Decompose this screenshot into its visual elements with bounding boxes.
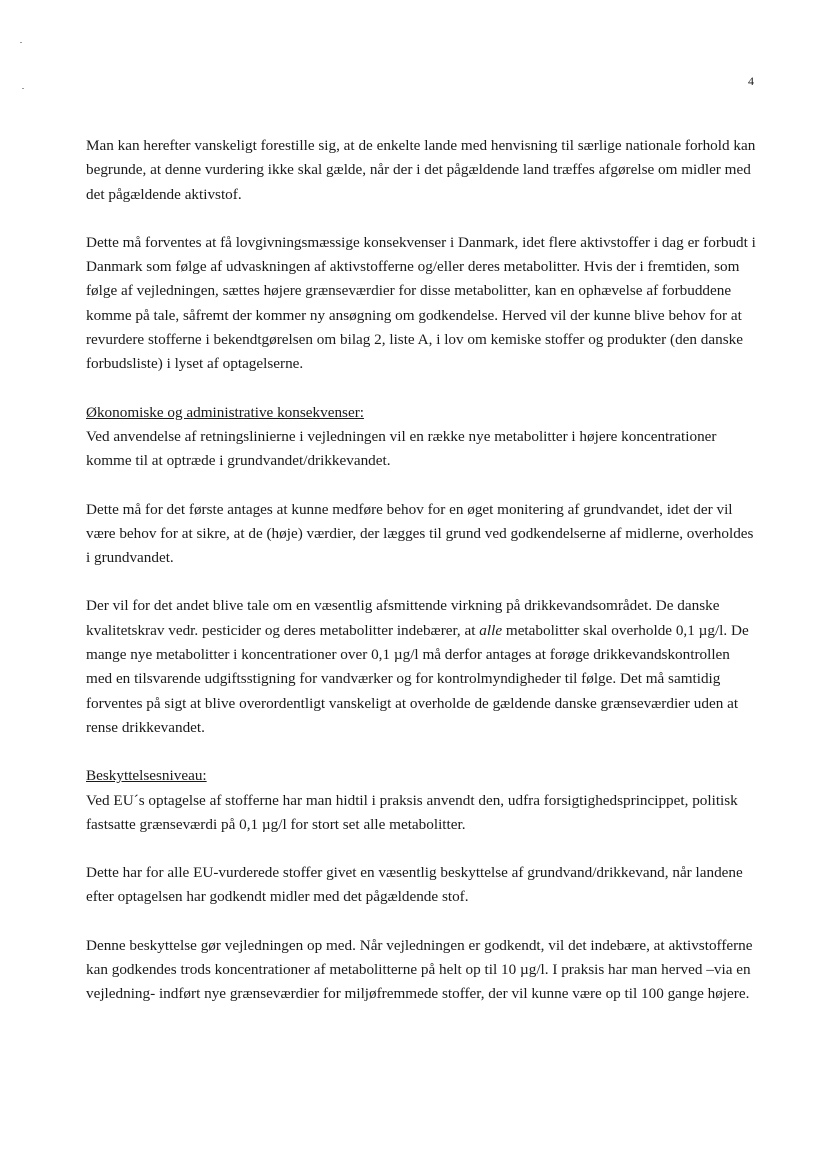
paragraph-6 bbox=[86, 764, 758, 837]
paragraph-6-text: Ved EU´s optagelse af stofferne har man hidtil i praksis anvendt den, udfra forsigtighedsprincippet, politisk fastsatte grænseværdi på 0,1 µg/l for stort set alle metabolitter. bbox=[86, 791, 738, 833]
paragraph-4: Dette må for det første antages at kunne medføre behov for en øget monitering af grundvandet, idet der vil være behov for at sikre, at de (høje) værdier, der lægges til grund ved godkendelserne af midlerne, overholdes i grundvandet. bbox=[86, 500, 754, 567]
paragraph-3 bbox=[86, 401, 758, 474]
section-heading-protection: Beskyttelsesniveau: bbox=[86, 767, 207, 785]
document-body bbox=[86, 134, 758, 1031]
paragraph-5-text-b: metabolitter skal overholde 0,1 µg/l. De mange nye metabolitter i koncentrationer over 0,1 µg/l må derfor antages at forøge drikkevandskontrollen med en tilsvarende udgiftsstigning for vandværker og for kontrolmyndigheder til følge. Det må samtidig forventes på sigt at blive overordentligt vanskeligt at overholde de gældende danske grænseværdier uden at rense drikkevandet. bbox=[86, 621, 749, 736]
page-number: 4 bbox=[748, 74, 754, 88]
paragraph-7: Dette har for alle EU-vurderede stoffer givet en væsentlig beskyttelse af grundvand/drikkevand, når landene efter optagelsen har godkendt midler med det pågældende stof. bbox=[86, 864, 743, 906]
paragraph-2: Dette må forventes at få lovgivningsmæssige konsekvenser i Danmark, idet flere aktivstoffer i dag er forbudt i Danmark som følge af udvaskningen af aktivstofferne og/eller deres metabolitter. Hvis der i fremtiden, som følge af vejledningen, sættes højere grænseværdier for disse metabolitter, kan en ophævelse af forbuddene komme på tale, såfremt der kommer ny ansøgning om godkendelse. Herved vil der kunne blive behov for at revurdere stofferne i bekendtgørelsen om bilag 2, liste A, i lov om kemiske stoffer og produkter (den danske forbudsliste) i lyset af optagelserne. bbox=[86, 233, 756, 373]
paragraph-8: Denne beskyttelse gør vejledningen op med. Når vejledningen er godkendt, vil det indebære, at aktivstofferne kan godkendes trods koncentrationer af metabolitterne på helt op til 10 µg/l. I praksis har man herved –via en vejledning- indført nye grænseværdier for miljøfremmede stoffer, der vil kunne være op til 100 gange højere. bbox=[86, 936, 753, 1003]
scan-speck bbox=[22, 88, 24, 89]
paragraph-5-text-a: Der vil for det andet blive tale om en væsentlig afsmittende virkning på drikkevandsområdet. De danske kvalitetskrav vedr. pesticider og deres metabolitter indebærer, at bbox=[86, 597, 720, 639]
paragraph-5 bbox=[86, 594, 758, 740]
paragraph-5-emphasis: alle bbox=[479, 621, 503, 639]
section-heading-economic: Økonomiske og administrative konsekvenser: bbox=[86, 403, 364, 421]
paragraph-3-text: Ved anvendelse af retningslinierne i vejledningen vil en række nye metabolitter i højere koncentrationer komme til at optræde i grundvandet/drikkevandet. bbox=[86, 427, 717, 470]
paragraph-1: Man kan herefter vanskeligt forestille sig, at de enkelte lande med henvisning til særlige nationale forhold kan begrunde, at denne vurdering ikke skal gælde, når der i det pågældende land træffes afgørelse om midler med det pågældende aktivstof. bbox=[86, 137, 756, 203]
scan-speck bbox=[20, 42, 22, 43]
